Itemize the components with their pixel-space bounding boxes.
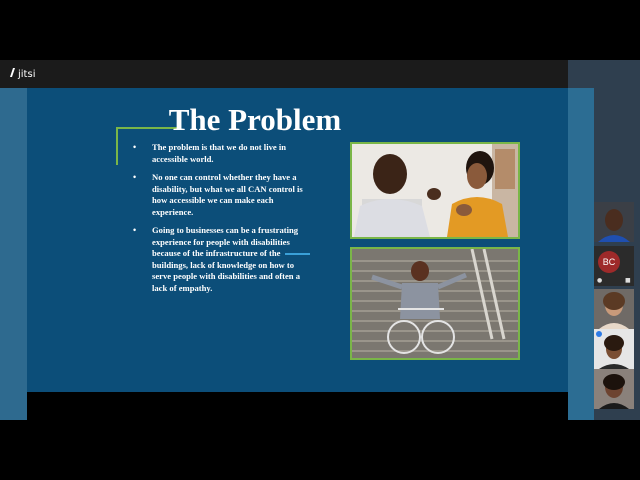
accent-line-vertical xyxy=(116,127,118,165)
participant-avatar: BC xyxy=(598,251,620,273)
right-video-margin xyxy=(568,88,594,420)
slide-title: The Problem xyxy=(168,102,342,137)
slide-bullet-list xyxy=(132,142,304,301)
participant-thumbnail[interactable] xyxy=(594,289,634,329)
participant-thumbnail-avatar[interactable] xyxy=(594,246,634,286)
participant-thumbnail[interactable] xyxy=(594,369,634,409)
jitsi-logo[interactable] xyxy=(9,68,35,80)
participant-thumbnail[interactable] xyxy=(594,202,634,242)
signal-icon: ● xyxy=(597,277,603,284)
bullet-item: • The problem is that we do not live in accessible world. xyxy=(132,142,304,165)
jitsi-logo-text: jitsi xyxy=(18,68,36,80)
participant-thumbnail[interactable] xyxy=(594,329,634,369)
slide-photo-signing xyxy=(350,142,520,239)
jitsi-logo-icon xyxy=(9,68,16,80)
slide-photo-wheelchair xyxy=(350,247,520,360)
slide-letterbox xyxy=(27,392,568,420)
mic-muted-icon: ■ xyxy=(625,277,631,284)
accent-line-blue xyxy=(285,253,310,255)
bullet-item: • Going to businesses can be a frustrating experience for people with disabilities because of the infrastructure of the buildings, lack of knowledge on how to serve people with disabilities and often a lack of empathy. xyxy=(132,225,304,294)
left-video-margin xyxy=(0,88,27,420)
bullet-item: • No one can control whether they have a disability, but what we all CAN control is how accessible we can make each experience. xyxy=(132,172,304,218)
